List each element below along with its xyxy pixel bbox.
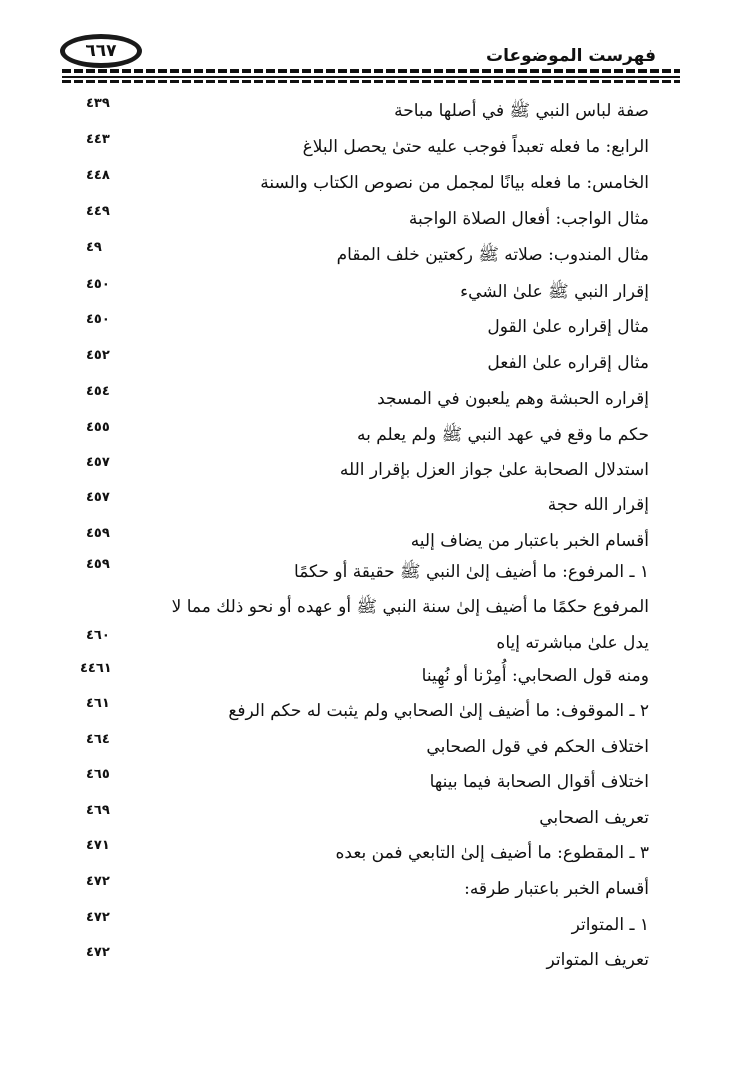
entry-page-number: ٤٥٧ xyxy=(86,490,110,505)
index-entry xyxy=(0,457,744,491)
entry-page-number: ٤٥٢ xyxy=(86,348,110,363)
index-entry xyxy=(0,912,744,946)
entry-page-number: ٤٥٩ xyxy=(86,526,110,541)
index-entry xyxy=(0,170,744,204)
entry-page-number: ٤٤٩ xyxy=(86,204,110,219)
entry-page-number: ٤٧١ xyxy=(86,838,110,853)
entry-title: صفة لباس النبي ﷺ في أصلها مباحة xyxy=(394,101,649,121)
entry-title: المرفوع حكمًا ما أضيف إلىٰ سنة النبي ﷺ أو عهده أو نحو ذلك مما لا xyxy=(171,597,649,617)
index-entry xyxy=(0,528,744,562)
index-entry xyxy=(0,594,744,628)
index-entry xyxy=(0,386,744,420)
index-entry xyxy=(0,734,744,768)
header-rule-solid xyxy=(62,76,680,78)
entry-title: يدل علىٰ مباشرته إياه xyxy=(496,633,649,653)
index-entry xyxy=(0,805,744,839)
index-entry xyxy=(0,492,744,526)
entry-page-number: ٤٥٠ xyxy=(86,277,110,292)
index-entry xyxy=(0,279,744,313)
entry-page-number: ٤٩ xyxy=(86,240,102,255)
entry-title: إقرار النبي ﷺ علىٰ الشيء xyxy=(460,282,649,302)
page-number-badge xyxy=(60,34,142,68)
index-entry xyxy=(0,698,744,732)
entry-title: إقرار الله حجة xyxy=(547,495,649,515)
entry-title: ١ ـ المرفوع: ما أضيف إلىٰ النبي ﷺ حقيقة أو حكمًا xyxy=(294,562,649,582)
entry-title: ٣ ـ المقطوع: ما أضيف إلىٰ التابعي فمن بعده xyxy=(335,843,649,863)
entry-page-number: ٤٧٢ xyxy=(86,910,110,925)
entry-title: اختلاف الحكم في قول الصحابي xyxy=(426,737,649,757)
entry-title: الخامس: ما فعله بيانًا لمجمل من نصوص الكتاب والسنة xyxy=(260,173,649,193)
entry-title: أقسام الخبر باعتبار طرقه: xyxy=(464,879,649,899)
index-entry xyxy=(0,559,744,593)
entry-title: حكم ما وقع في عهد النبي ﷺ ولم يعلم به xyxy=(356,425,649,445)
page-number: ٦٦٧ xyxy=(65,39,137,63)
index-entry xyxy=(0,840,744,874)
header-rule-dashed-lower xyxy=(62,80,680,83)
entry-title: الرابع: ما فعله تعبداً فوجب عليه حتىٰ يحصل البلاغ xyxy=(302,137,649,157)
entry-title: استدلال الصحابة علىٰ جواز العزل بإقرار الله xyxy=(339,460,649,480)
entry-page-number: ٤٥٧ xyxy=(86,455,110,470)
entry-page-number: ٤٦٤ xyxy=(86,732,110,747)
index-entry xyxy=(0,422,744,456)
index-entry xyxy=(0,947,744,981)
entry-title: تعريف الصحابي xyxy=(539,808,649,828)
entry-page-number: ٤٦١ xyxy=(86,696,110,711)
entry-title: ١ ـ المتواتر xyxy=(571,915,649,935)
entry-page-number: ٤٥٠ xyxy=(86,312,110,327)
running-header-title: فهرست الموضوعات xyxy=(486,46,656,66)
entry-title: مثال إقراره علىٰ القول xyxy=(487,317,649,337)
entry-title: اختلاف أقوال الصحابة فيما بينها xyxy=(429,772,649,792)
index-entry xyxy=(0,206,744,240)
entry-page-number: ٤٤٦١ xyxy=(80,661,112,676)
index-entry xyxy=(0,242,744,276)
entry-title: ومنه قول الصحابي: أُمِرْنا أو نُهِينا xyxy=(421,666,649,686)
entry-page-number: ٤٧٢ xyxy=(86,945,110,960)
index-entry xyxy=(0,314,744,348)
entry-title: تعريف المتواتر xyxy=(546,950,649,970)
entry-page-number: ٤٥٤ xyxy=(86,384,110,399)
entry-title: مثال الواجب: أفعال الصلاة الواجبة xyxy=(408,209,649,229)
entry-page-number: ٤٣٩ xyxy=(86,96,110,111)
index-entry xyxy=(0,663,744,697)
entry-page-number: ٤٦٥ xyxy=(86,767,110,782)
index-entry xyxy=(0,134,744,168)
index-entry xyxy=(0,769,744,803)
header-rule-dashed xyxy=(62,69,680,73)
entry-title: مثال المندوب: صلاته ﷺ ركعتين خلف المقام xyxy=(336,245,649,265)
entry-page-number: ٤٤٨ xyxy=(86,168,110,183)
entry-page-number: ٤٥٩ xyxy=(86,557,110,572)
index-entry xyxy=(0,350,744,384)
entry-page-number: ٤٦٠ xyxy=(86,628,110,643)
entry-page-number: ٤٦٩ xyxy=(86,803,110,818)
entry-page-number: ٤٧٢ xyxy=(86,874,110,889)
index-entry xyxy=(0,98,744,132)
entry-title: ٢ ـ الموقوف: ما أضيف إلىٰ الصحابي ولم يثبت له حكم الرفع xyxy=(228,701,649,721)
index-entry xyxy=(0,876,744,910)
entry-title: أقسام الخبر باعتبار من يضاف إليه xyxy=(410,531,649,551)
entry-page-number: ٤٥٥ xyxy=(86,420,110,435)
entry-page-number: ٤٤٣ xyxy=(86,132,110,147)
entry-title: مثال إقراره علىٰ الفعل xyxy=(487,353,649,373)
entry-title: إقراره الحبشة وهم يلعبون في المسجد xyxy=(377,389,649,409)
